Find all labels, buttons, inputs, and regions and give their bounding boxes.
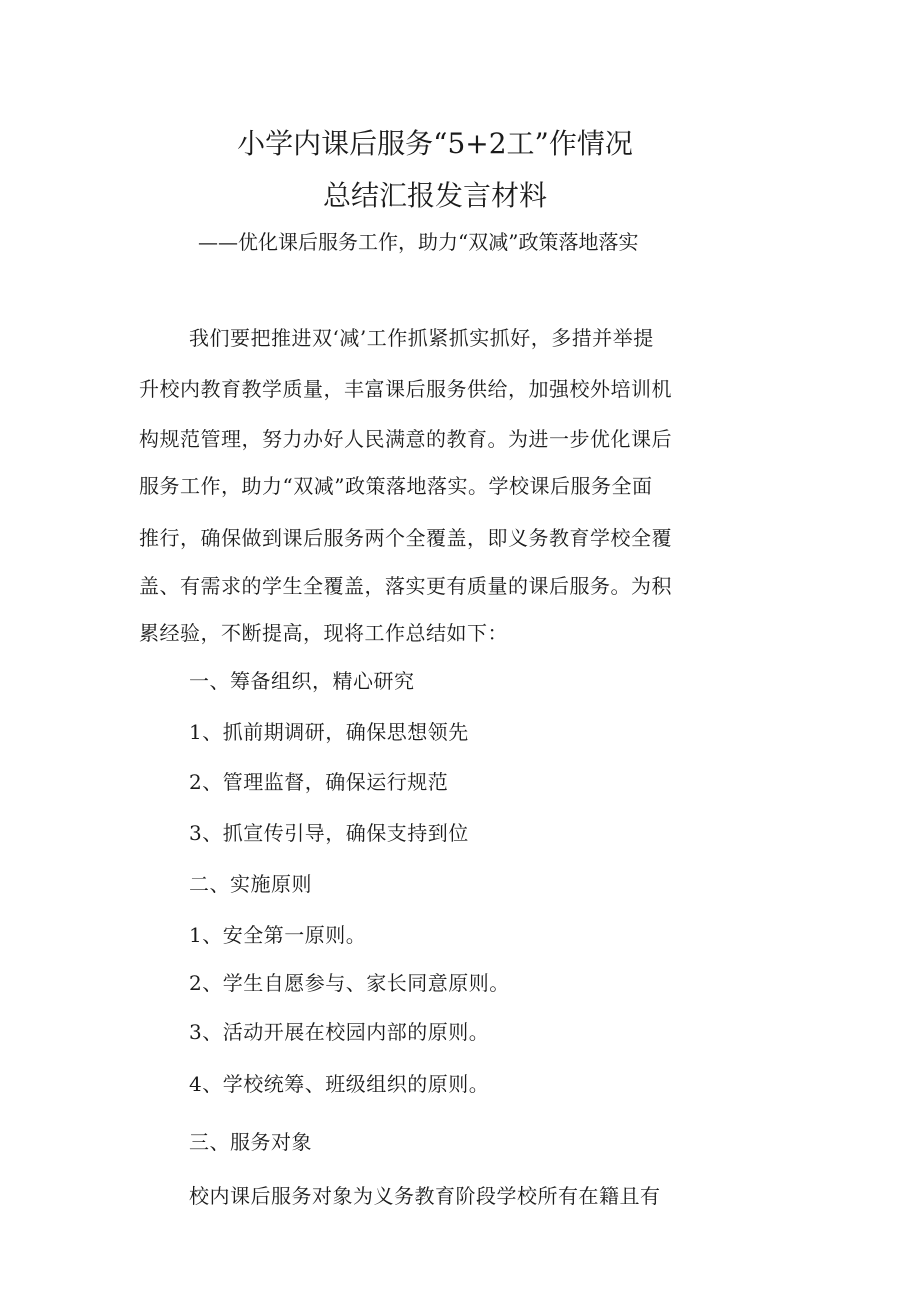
document-title-line-1: 小学内课后服务“5+2工”作情况 (237, 127, 633, 160)
document-subtitle: ——优化课后服务工作，助力“双减”政策落地落实 (198, 230, 639, 254)
section-1-item: 3、抓宣传引导，确保支持到位 (189, 821, 469, 845)
section-1-item: 1、抓前期调研，确保思想领先 (189, 720, 469, 744)
section-heading-2: 二、实施原则 (189, 872, 312, 896)
section-2-item: 4、学校统筹、班级组织的原则。 (189, 1072, 490, 1096)
section-3-text: 校内课后服务对象为义务教育阶段学校所有在籍且有 (189, 1184, 661, 1208)
section-2-item: 3、活动开展在校园内部的原则。 (189, 1020, 490, 1044)
paragraph-line: 构规范管理，努力办好人民满意的教育。为进一步优化课后 (139, 427, 672, 451)
document-title-line-2: 总结汇报发言材料 (322, 179, 547, 212)
paragraph-line: 升校内教育教学质量，丰富课后服务供给，加强校外培训机 (139, 377, 672, 401)
paragraph-line: 我们要把推进双‘减’工作抓紧抓实抓好，多措并举提 (189, 326, 654, 350)
section-1-item: 2、管理监督，确保运行规范 (189, 770, 449, 794)
section-heading-3: 三、服务对象 (189, 1130, 312, 1154)
paragraph-line: 盖、有需求的学生全覆盖，落实更有质量的课后服务。为积 (139, 574, 672, 598)
section-2-item: 2、学生自愿参与、家长同意原则。 (189, 971, 510, 995)
paragraph-line: 服务工作，助力“双减”政策落地落实。学校课后服务全面 (139, 474, 653, 498)
paragraph-line: 累经验，不断提高，现将工作总结如下： (139, 621, 508, 645)
section-2-item: 1、安全第一原则。 (189, 923, 367, 947)
paragraph-line: 推行，确保做到课后服务两个全覆盖，即义务教育学校全覆 (139, 526, 672, 550)
section-heading-1: 一、筹备组织，精心研究 (189, 669, 415, 693)
